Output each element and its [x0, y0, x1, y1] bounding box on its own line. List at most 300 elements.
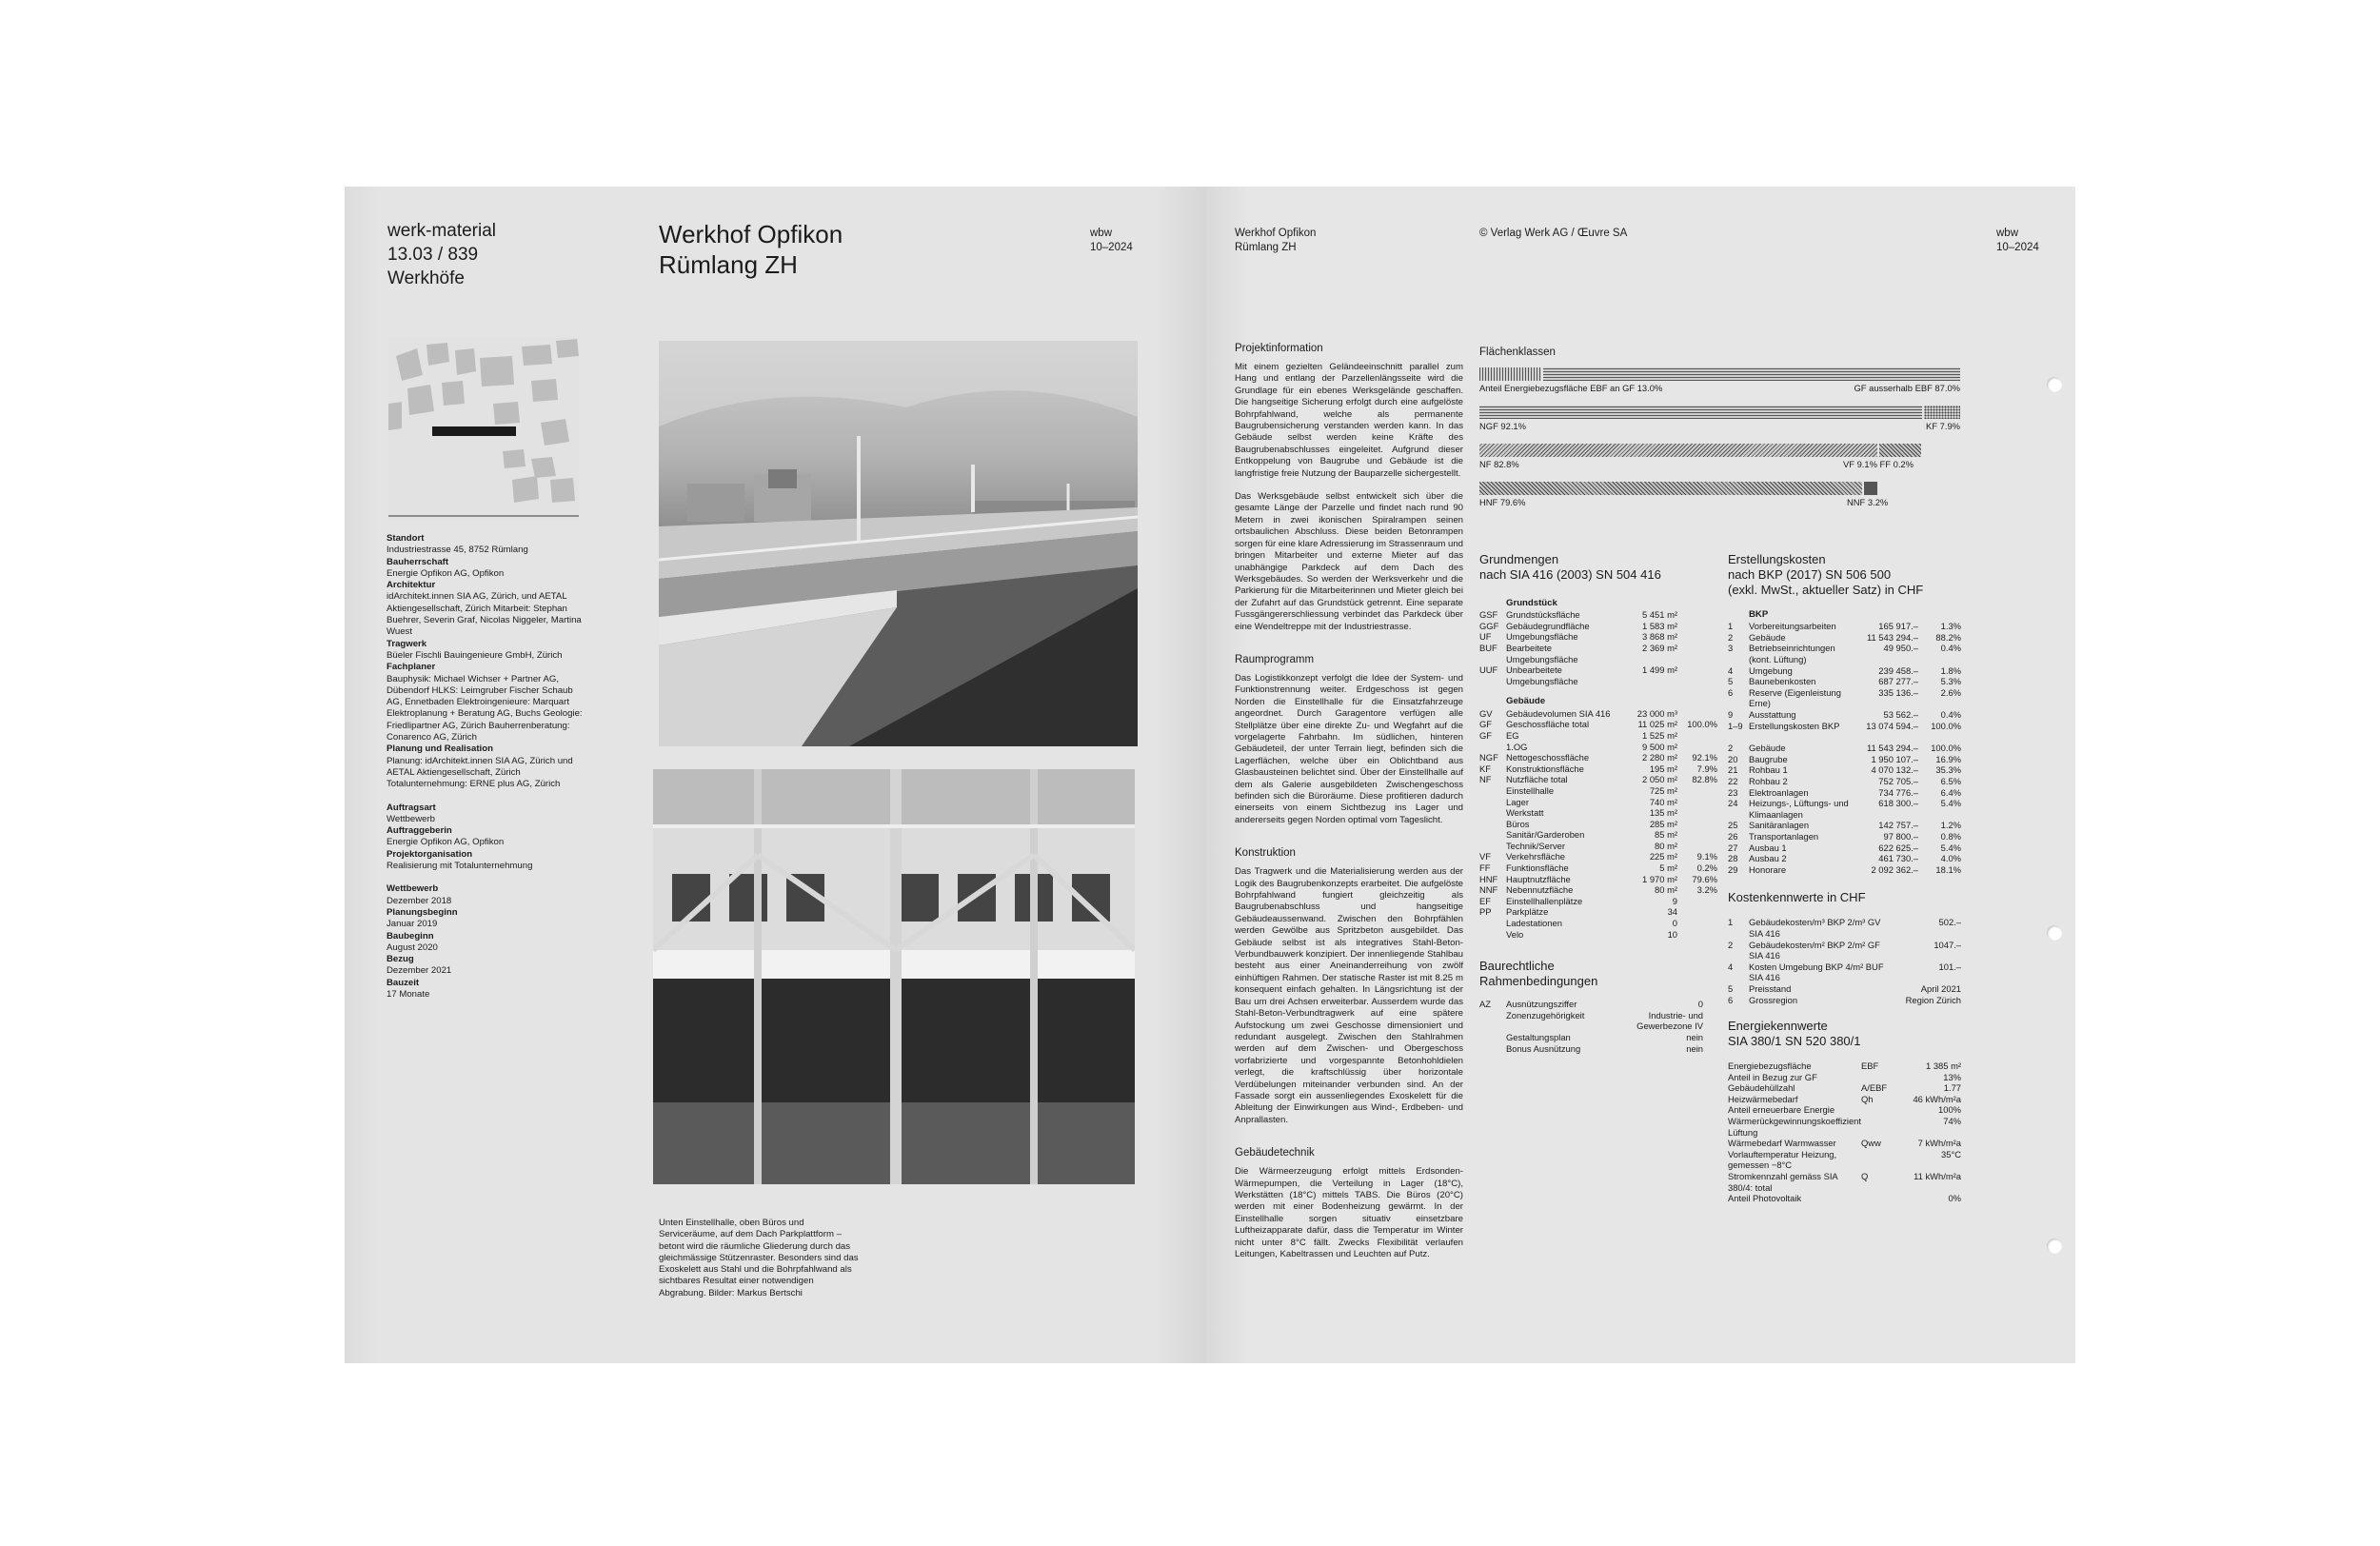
table-row: [1728, 864, 1961, 876]
table-cell: Gebäudehüllzahl: [1728, 1082, 1795, 1094]
photo-interior-hall: [653, 769, 1135, 1184]
rahmen-subtitle: Rahmenbedingungen: [1479, 974, 1598, 989]
table-cell: 1.3%: [1940, 621, 1961, 632]
bar-segment: [1879, 444, 1921, 457]
detail-label: Planungsbeginn: [387, 906, 458, 918]
kosten-subtitle: nach BKP (2017) SN 506 500: [1728, 567, 1892, 582]
table-cell: 26: [1728, 830, 1738, 842]
table-cell: 10: [1667, 928, 1677, 940]
table-row: [1728, 643, 1961, 664]
table-cell: 5 m²: [1659, 862, 1677, 874]
table-cell: [1677, 621, 1717, 632]
table-cell: 734 776.–: [1878, 786, 1918, 798]
section-text: Das Logistikkonzept verfolgt die Idee der System- und Funktionstrennung weiter. Erdgeschoss ist gegen Norden die Einstellhalle für die Einsatzfahrzeuge angeordnet. Durch Garagentore verfügen alle Stellplätze über eine direkte Zu- und Wegfahrt auf die vorgelagerte Fahrbahn. Im südlichen, hinteren Gebäudeteil, der unter Terrain liegt, befinden sich die Lagerflächen, welche über ein Oblichtband aus Glasbausteinen belichtet sind. Über der Einstellhalle auf dem als Galerie ausgebildeten Zwischengeschoss befinden sich die Büroräume. Diese profitieren dadurch einerseits von einem Sichtbezug ins Lager und andererseits gegen Norden optimal vom Tageslicht.: [1235, 672, 1463, 825]
table-cell: [1677, 918, 1717, 929]
table-cell: 725 m²: [1649, 784, 1677, 796]
table-cell: 0: [1697, 999, 1703, 1010]
table-cell: Geschossfläche total: [1506, 719, 1590, 730]
table-row: [1479, 643, 1717, 664]
table-row: [1479, 1032, 1703, 1043]
rahmen-title: Baurechtliche: [1479, 959, 1555, 974]
table-cell: Gebäudevolumen SIA 416: [1506, 707, 1611, 719]
detail-value: idArchitekt.innen SIA AG, Zürich, und AETAL Aktiengesellschaft, Zürich Mitarbeit: Stephan Buehrer, Severin Graf, Nicolas Niggeler, Martina Wuest: [387, 591, 582, 638]
table-row: [1728, 754, 1961, 765]
table-cell: 1.2%: [1940, 820, 1961, 831]
binder-hole: [2047, 377, 2062, 392]
table-cell: [1861, 1193, 1898, 1204]
section-title-gebaeudetechnik: Gebäudetechnik: [1235, 1147, 1315, 1160]
detail-value: August 2020: [387, 941, 438, 953]
table-cell: Transportanlagen: [1749, 830, 1819, 842]
table-cell: 4: [1728, 961, 1734, 972]
table-cell: April 2021: [1920, 982, 1961, 994]
table-row: [1479, 797, 1717, 808]
energie-title: Energiekennwerte: [1728, 1019, 1828, 1034]
table-cell: Nettogeschossfläche: [1506, 752, 1590, 763]
table-cell: [1479, 841, 1506, 852]
table-cell: Ladestationen: [1506, 918, 1562, 929]
text-column: [1235, 343, 1463, 1272]
detail-label: Bauzeit: [387, 977, 420, 988]
bar-segment: [1864, 482, 1877, 495]
table-cell: EG: [1506, 729, 1519, 741]
table-cell: 6.5%: [1940, 776, 1961, 787]
table-cell: Anteil erneuerbare Energie: [1728, 1104, 1835, 1116]
table-row: [1728, 1171, 1961, 1193]
table-cell: Preisstand: [1749, 982, 1792, 994]
table-row: [1728, 764, 1961, 776]
table-cell: 97 800.–: [1883, 830, 1918, 842]
table-cell: Einstellhallenplätze: [1506, 895, 1583, 906]
table-row: [1479, 841, 1717, 852]
table-cell: Qww: [1861, 1138, 1881, 1149]
table-cell: 135 m²: [1649, 807, 1677, 819]
issue-label: [1090, 227, 1133, 255]
erstellungskosten: [1728, 552, 1961, 1204]
flaechenklassen-bars: [1479, 367, 1960, 520]
table-row: [1728, 721, 1961, 732]
bar-row-ngf: [1479, 406, 1960, 419]
bar-segment: [1479, 482, 1862, 495]
grundmengen-title: Grundmengen: [1479, 552, 1559, 566]
table-cell: Parkplätze: [1506, 906, 1549, 918]
table-cell: NF: [1479, 774, 1492, 785]
table-row: [1479, 819, 1717, 830]
bar-label: GF ausserhalb EBF 87.0%: [1854, 383, 1960, 393]
bar-segment: [1924, 406, 1960, 419]
table-cell: Anteil Photovoltaik: [1728, 1193, 1802, 1204]
table-cell: 1 970 m²: [1642, 873, 1677, 884]
table-cell: [1861, 1116, 1898, 1138]
table-cell: 7 kWh/m²a: [1917, 1138, 1961, 1149]
section-title-konstruktion: Konstruktion: [1235, 847, 1296, 860]
bar-segment: [1479, 367, 1541, 381]
flaechenklassen-title: Flächenklassen: [1479, 347, 1556, 358]
table-row: [1728, 995, 1961, 1006]
section-text: Das Tragwerk und die Materialisierung werden aus der Logik des Baugrubenkonzepts erarbeitet. Die aufgelöste Bohrpfahlwand fungiert gleichzeitig als Baugrubenabschluss und hangseitige Gebäudeaussenwand. Zwischen den Bohrpfählen werden Gewölbe aus Spritzbeton ausgebildet. Das Gebäude selbst ist als integratives Stahl-Beton-Verbundbauwerk konzipiert. Der innenliegende Stahlbau besteht aus einer Aneinanderreihung von zwölf einhüftigen Rahmen. Der statische Raster ist mit 8.25 m konsequent einfach gehalten. In Längsrichtung ist der Bau um drei Achsen erweiterbar. Ausserdem wurde das Stahl-Beton-Verbundtragwerk auf eine spätere Aufstockung um zwei Geschosse dimensioniert und redundant ausgelegt. Zwischen den Stahlrahmen werden auf dem Zwischen- und Obergeschoss vorfabrizierte und vorgespannte Betonhohldielen verlegt, die kraftschlüssig über horizontale Verdübelungen miteinander verbunden sind. An der Fassade sorgt ein aussenliegendes Exoskelett für die Ableitung der Einwirkungen aus Wind-, Erdbeben- und Anprallasten.: [1235, 866, 1463, 1125]
table-cell: [1861, 1072, 1898, 1083]
right-header-title: [1235, 227, 1316, 255]
title-line-1: Werkhof Opfikon: [659, 220, 843, 248]
issue-label-right: [1996, 227, 2039, 255]
table-cell: Einstellhalle: [1506, 784, 1555, 796]
table-cell: 740 m²: [1649, 796, 1677, 807]
table-cell: 24: [1728, 798, 1738, 809]
project-details: [387, 533, 586, 1001]
table-cell: Werkstatt: [1506, 807, 1544, 819]
table-cell: 9.1%: [1696, 851, 1717, 862]
table-cell: Vorlauftemperatur Heizung, gemessen −8°C: [1728, 1148, 1837, 1171]
page-title: [659, 219, 843, 280]
table-cell: [1677, 730, 1717, 742]
table-cell: Baugrube: [1749, 753, 1788, 764]
table-cell: 0%: [1948, 1193, 1961, 1204]
table-row: [1728, 787, 1961, 799]
kosten-subtitle-2: (exkl. MwSt., aktueller Satz) in CHF: [1728, 583, 1924, 597]
table-cell: 29: [1728, 863, 1738, 875]
table-cell: [1479, 1043, 1506, 1055]
masthead: [387, 219, 496, 290]
table-cell: 225 m²: [1649, 851, 1677, 862]
table-cell: Konstruktionsfläche: [1506, 763, 1584, 774]
table-row: [1728, 1193, 1961, 1204]
table-cell: 0.4%: [1940, 709, 1961, 721]
grundstueck-table: [1479, 609, 1717, 686]
table-cell: 79.6%: [1692, 873, 1717, 884]
table-cell: 5 451 m²: [1642, 609, 1677, 621]
table-cell: 2.6%: [1940, 686, 1961, 698]
table-cell: 11 kWh/m²a: [1914, 1171, 1961, 1182]
table-row: [1479, 807, 1717, 819]
table-cell: Umgebungsfläche: [1506, 631, 1578, 643]
table-row: [1728, 776, 1961, 787]
detail-label: Fachplaner: [387, 662, 436, 673]
table-cell: 1: [1728, 917, 1734, 928]
table-cell: Gebäude: [1749, 631, 1786, 643]
table-cell: NGF: [1479, 752, 1498, 763]
table-cell: Gestaltungsplan: [1506, 1032, 1571, 1042]
detail-label: Wettbewerb: [387, 883, 439, 895]
table-cell: [1479, 807, 1506, 819]
table-row: [1728, 917, 1961, 939]
table-row: [1728, 1082, 1961, 1094]
table-cell: 1 950 107.–: [1871, 753, 1918, 764]
table-cell: Hauptnutzfläche: [1506, 873, 1571, 884]
table-cell: 165 917.–: [1878, 621, 1918, 632]
table-cell: 100%: [1938, 1104, 1961, 1116]
table-cell: KF: [1479, 763, 1491, 774]
bar-row-nf: [1479, 444, 1922, 457]
table-cell: Betriebseinrichtungen (kont. Lüftung): [1749, 643, 1835, 665]
table-cell: Rohbau 1: [1749, 764, 1788, 776]
table-cell: 6: [1728, 994, 1734, 1005]
table-cell: [1677, 841, 1717, 852]
grundmengen: [1479, 552, 1717, 1054]
table-row: [1479, 929, 1717, 941]
table-cell: 2 280 m²: [1642, 752, 1677, 763]
table-cell: 2: [1728, 631, 1734, 643]
detail-value: 17 Monate: [387, 988, 430, 1000]
table-cell: [1677, 664, 1717, 686]
table-row: [1728, 1116, 1961, 1138]
table-cell: Q: [1861, 1171, 1869, 1182]
table-cell: 2: [1728, 743, 1734, 754]
table-cell: Heizungs-, Lüftungs- und Klimaanlagen: [1749, 798, 1849, 820]
detail-value: Energie Opfikon AG, Opfikon: [387, 567, 505, 579]
table-cell: 1 385 m²: [1926, 1060, 1961, 1072]
table-row: [1728, 709, 1961, 721]
bar-segment: [1479, 406, 1922, 419]
table-cell: Ausbau 2: [1749, 853, 1787, 864]
table-cell: Heizwärmebedarf: [1728, 1093, 1798, 1104]
table-cell: Gebäudegrundfläche: [1506, 620, 1590, 631]
details-group: [387, 883, 586, 1001]
detail-value: Dezember 2018: [387, 895, 452, 906]
table-row: [1728, 1138, 1961, 1149]
table-cell: Vorbereitungsarbeiten: [1749, 621, 1836, 632]
table-cell: Verkehrsfläche: [1506, 851, 1566, 862]
table-cell: 6.4%: [1940, 786, 1961, 798]
table-cell: 2: [1728, 939, 1734, 950]
table-cell: Ausstattung: [1749, 709, 1796, 721]
table-cell: Lager: [1506, 796, 1529, 807]
table-cell: [1677, 896, 1717, 907]
table-cell: [1677, 785, 1717, 797]
table-cell: GSF: [1479, 609, 1498, 621]
table-cell: nein: [1686, 1042, 1703, 1054]
header-line-2: Rümlang ZH: [1235, 242, 1297, 253]
table-row: [1728, 1072, 1961, 1083]
bar-label: NF 82.8%: [1479, 459, 1519, 469]
table-cell: 0.4%: [1940, 643, 1961, 654]
table-cell: 46 kWh/m²a: [1913, 1093, 1961, 1104]
table-cell: PP: [1479, 906, 1492, 918]
table-row: [1728, 1094, 1961, 1105]
table-cell: 13%: [1943, 1071, 1961, 1082]
table-cell: 0: [1672, 918, 1677, 929]
table-cell: Energiebezugsfläche: [1728, 1060, 1812, 1072]
table-cell: Büros: [1506, 818, 1530, 829]
issue-number: 10–2024: [1090, 242, 1133, 253]
right-page: [1206, 187, 2075, 1363]
table-cell: 85 m²: [1655, 829, 1677, 841]
table-cell: 80 m²: [1655, 840, 1677, 851]
table-cell: [1861, 1149, 1898, 1171]
detail-label: Auftragsart: [387, 802, 436, 813]
table-cell: 1047.–: [1934, 939, 1961, 950]
table-cell: Industrie- und Gewerbezone IV: [1636, 1009, 1703, 1032]
table-cell: 285 m²: [1649, 818, 1677, 829]
table-cell: 25: [1728, 820, 1738, 831]
table-row: [1479, 752, 1717, 763]
table-cell: Kosten Umgebung BKP 4/m² BUF SIA 416: [1749, 961, 1884, 983]
table-cell: UF: [1479, 631, 1492, 643]
table-cell: 5: [1728, 982, 1734, 994]
detail-value: Bauphysik: Michael Wichser + Partner AG, Dübendorf HLKS: Leimgruber Fischer Schaub AG, Ennetbaden Elektroingenieure: Marquart Elektroplanung + Beratung AG, Buchs Geologie: Friedlipartner AG, Zürich Bauherrenberatung: Conarenco AG, Zürich: [387, 673, 583, 743]
table-cell: AZ: [1479, 999, 1491, 1010]
table-row: [1728, 687, 1961, 709]
table-cell: [1677, 797, 1717, 808]
gebaeude-table: [1479, 708, 1717, 940]
table-cell: Sanitäranlagen: [1749, 820, 1810, 831]
table-cell: 13 074 594.–: [1866, 720, 1918, 731]
section-text: Das Werksgebäude selbst entwickelt sich über die gesamte Länge der Parzelle und findet nach rund 90 Metern in zwei ikonischen Spiralrampen seinen ortsbaulichen Abschluss. Diese beiden Betonrampen sorgen für eine klare Adressierung im Strassenraum und bringen Mitarbeiter und externe Mieter auf das unabhängige Parkdeck auf dem Dach des Werksgebäudes. So werden der Werksverkehr und die Parkierung für die Mitarbeiterinnen und Mieter gleich bei der Zufahrt auf das Grundstück getrennt. Eine separate Fussgängererschliessung verbindet das Parkdeck über eine Wendeltreppe mit der Industriestrasse.: [1235, 491, 1463, 632]
table-row: [1479, 774, 1717, 785]
table-cell: [1479, 785, 1506, 797]
table-cell: Gebäudekosten/m² BKP 2/m² GF SIA 416: [1749, 939, 1880, 961]
table-cell: Stromkennzahl gemäss SIA 380/4: total: [1728, 1171, 1838, 1193]
table-cell: Bearbeitete Umgebungsfläche: [1506, 643, 1578, 664]
table-cell: [1479, 1032, 1506, 1043]
table-cell: 142 757.–: [1878, 820, 1918, 831]
kennwerte-table: [1728, 917, 1961, 1005]
table-row: [1479, 999, 1703, 1010]
table-cell: BUF: [1479, 643, 1497, 654]
grundstueck-head: Grundstück: [1506, 598, 1557, 608]
table-cell: 35.3%: [1935, 764, 1961, 776]
table-cell: 100.0%: [1687, 719, 1717, 730]
table-cell: 687 277.–: [1878, 676, 1918, 687]
table-cell: 35°C: [1941, 1148, 1961, 1160]
table-row: [1728, 798, 1961, 820]
energie-table: [1728, 1060, 1961, 1204]
table-cell: 20: [1728, 753, 1738, 764]
photo-caption: Unten Einstellhalle, oben Büros und Serviceräume, auf dem Dach Parkplattform – betont wird die räumliche Gliederung durch das gleichmässige Stützenraster. Besonders sind das Exoskelett aus Stahl und die Bohrpfahlwand als sichtbares Resultat einer notwendigen Abgrabung. Bilder: Markus Bertschi: [659, 1218, 859, 1298]
table-cell: 1–9: [1728, 720, 1743, 731]
table-cell: Grundstücksfläche: [1506, 609, 1580, 621]
table-row: [1479, 763, 1717, 775]
details-group: [387, 803, 586, 873]
table-cell: 80 m²: [1655, 884, 1677, 896]
table-cell: 28: [1728, 853, 1738, 864]
detail-label: Standort: [387, 533, 425, 544]
table-row: [1728, 831, 1961, 842]
left-page: [345, 187, 1206, 1363]
table-cell: VF: [1479, 851, 1491, 862]
magazine-spread: [345, 187, 2075, 1363]
table-cell: Sanitär/Garderoben: [1506, 829, 1585, 841]
table-cell: 195 m²: [1649, 763, 1677, 774]
table-cell: 2 369 m²: [1642, 643, 1677, 654]
table-cell: [1677, 906, 1717, 918]
table-cell: [1677, 609, 1717, 621]
table-cell: [1479, 918, 1506, 929]
table-row: [1728, 1104, 1961, 1116]
table-cell: Gebäude: [1749, 743, 1786, 754]
detail-value: Wettbewerb: [387, 813, 436, 824]
table-cell: Erstellungskosten BKP: [1749, 720, 1840, 731]
table-cell: [1479, 797, 1506, 808]
table-row: [1479, 1010, 1703, 1032]
table-row: [1728, 940, 1961, 961]
detail-value: Industriestrasse 45, 8752 Rümlang: [387, 545, 528, 556]
table-cell: 2 050 m²: [1642, 774, 1677, 785]
table-cell: 101.–: [1938, 961, 1961, 972]
bkp-head: BKP: [1749, 609, 1769, 620]
table-cell: Ausbau 1: [1749, 842, 1787, 853]
table-cell: Wärmerückgewinnungskoeffizient Lüftung: [1728, 1116, 1861, 1138]
table-cell: 82.8%: [1692, 774, 1717, 785]
section-title-projektinformation: Projektinformation: [1235, 343, 1323, 354]
table-cell: Qh: [1861, 1093, 1874, 1104]
table-cell: 1.77: [1943, 1082, 1961, 1094]
table-cell: 100.0%: [1931, 720, 1961, 731]
table-row: [1728, 621, 1961, 632]
table-cell: [1479, 929, 1506, 941]
bar-label: KF 7.9%: [1926, 421, 1960, 431]
table-cell: 11 543 294.–: [1866, 631, 1918, 643]
table-row: [1728, 820, 1961, 831]
table-cell: 4 070 132.–: [1871, 764, 1918, 776]
detail-value: Dezember 2021: [387, 965, 452, 977]
bar-segment: [1479, 444, 1877, 457]
table-row: [1479, 874, 1717, 885]
detail-value: Energie Opfikon AG, Opfikon: [387, 837, 505, 848]
table-cell: Unbearbeitete Umgebungsfläche: [1506, 664, 1578, 686]
detail-label: Projektorganisation: [387, 848, 473, 860]
table-cell: 88.2%: [1935, 631, 1961, 643]
binder-hole: [2047, 1239, 2062, 1254]
rahmen-table: [1479, 999, 1703, 1054]
table-cell: 5.4%: [1940, 798, 1961, 809]
table-cell: Umgebung: [1749, 664, 1793, 676]
section-text: Die Wärmeerzeugung erfolgt mittels Erdsonden-Wärmepumpen, die Verteilung in Lager (18°C), Werkstätten (18°C) mittels TABS. Die Büros (20°C) werden mit einer Bodenheizung gewärmt. In der Einstellhalle sorgen situativ einsetzbare Luftheizapparate dafür, dass die Temperatur im Winter nicht unter 8°C fällt. Zwecks Flexibilität verlaufen Leitungen, Kabeltrassen und Leuchten auf Putz.: [1235, 1166, 1463, 1259]
table-row: [1479, 631, 1717, 643]
detail-label: Planung und Realisation: [387, 743, 493, 755]
detail-label: Baubeginn: [387, 930, 434, 941]
table-cell: 23 000 m³: [1636, 707, 1677, 719]
table-cell: 7.9%: [1696, 763, 1717, 774]
section-title-raumprogramm: Raumprogramm: [1235, 653, 1315, 665]
table-cell: 100.0%: [1931, 743, 1961, 754]
grundmengen-subtitle: nach SIA 416 (2003) SN 504 416: [1479, 567, 1661, 582]
table-cell: Grossregion: [1749, 994, 1798, 1005]
table-cell: nein: [1686, 1032, 1703, 1042]
copyright: © Verlag Werk AG / Œuvre SA: [1479, 228, 1628, 239]
table-row: [1479, 730, 1717, 742]
table-cell: Nutzfläche total: [1506, 774, 1568, 785]
bar-label: VF 9.1% FF 0.2%: [1843, 459, 1914, 469]
table-row: [1479, 708, 1717, 720]
bar-segment: [1543, 367, 1960, 381]
table-cell: 27: [1728, 842, 1738, 853]
table-row: [1728, 632, 1961, 644]
table-cell: Ausnützungsziffer: [1506, 999, 1577, 1010]
table-row: [1479, 742, 1717, 753]
table-row: [1479, 906, 1717, 918]
table-row: [1728, 1149, 1961, 1171]
table-cell: 18.1%: [1935, 863, 1961, 875]
table-cell: [1677, 829, 1717, 841]
table-cell: HNF: [1479, 873, 1498, 884]
table-cell: Velo: [1506, 928, 1524, 940]
table-cell: Funktionsfläche: [1506, 862, 1569, 874]
masthead-line-1: werk-material: [387, 221, 497, 241]
table-cell: 618 300.–: [1878, 798, 1918, 809]
table-cell: 6: [1728, 686, 1734, 698]
section-text: Mit einem gezielten Geländeeinschnitt parallel zum Hang und entlang der Parzellenlängsseite wird die Grundlage für ein ebenes Werksgelände geschaffen. Die hangseitige Sicherung erfolgt durch eine aufgelöste Bohrpfahlwand, welche als permanente Baugrubensicherung verstanden werden kann. In das Gebäude selbst werden keine Kräfte des Baugrubenabschlusses eingeleitet. Aufgrund dieser Entkoppelung von Baugrube und Gebäude ist die langfristige freie Nutzung der Bauparzelle sichergestellt.: [1235, 362, 1463, 479]
table-cell: 3 868 m²: [1642, 631, 1677, 643]
table-cell: 92.1%: [1692, 752, 1717, 763]
detail-value: Büeler Fischli Bauingenieure GmbH, Zürich: [387, 649, 563, 661]
table-row: [1728, 676, 1961, 687]
table-row: [1728, 842, 1961, 854]
table-row: [1728, 961, 1961, 983]
table-cell: [1677, 708, 1717, 720]
table-cell: [1479, 742, 1506, 753]
table-cell: 0.2%: [1696, 862, 1717, 874]
table-cell: 239 458.–: [1878, 664, 1918, 676]
